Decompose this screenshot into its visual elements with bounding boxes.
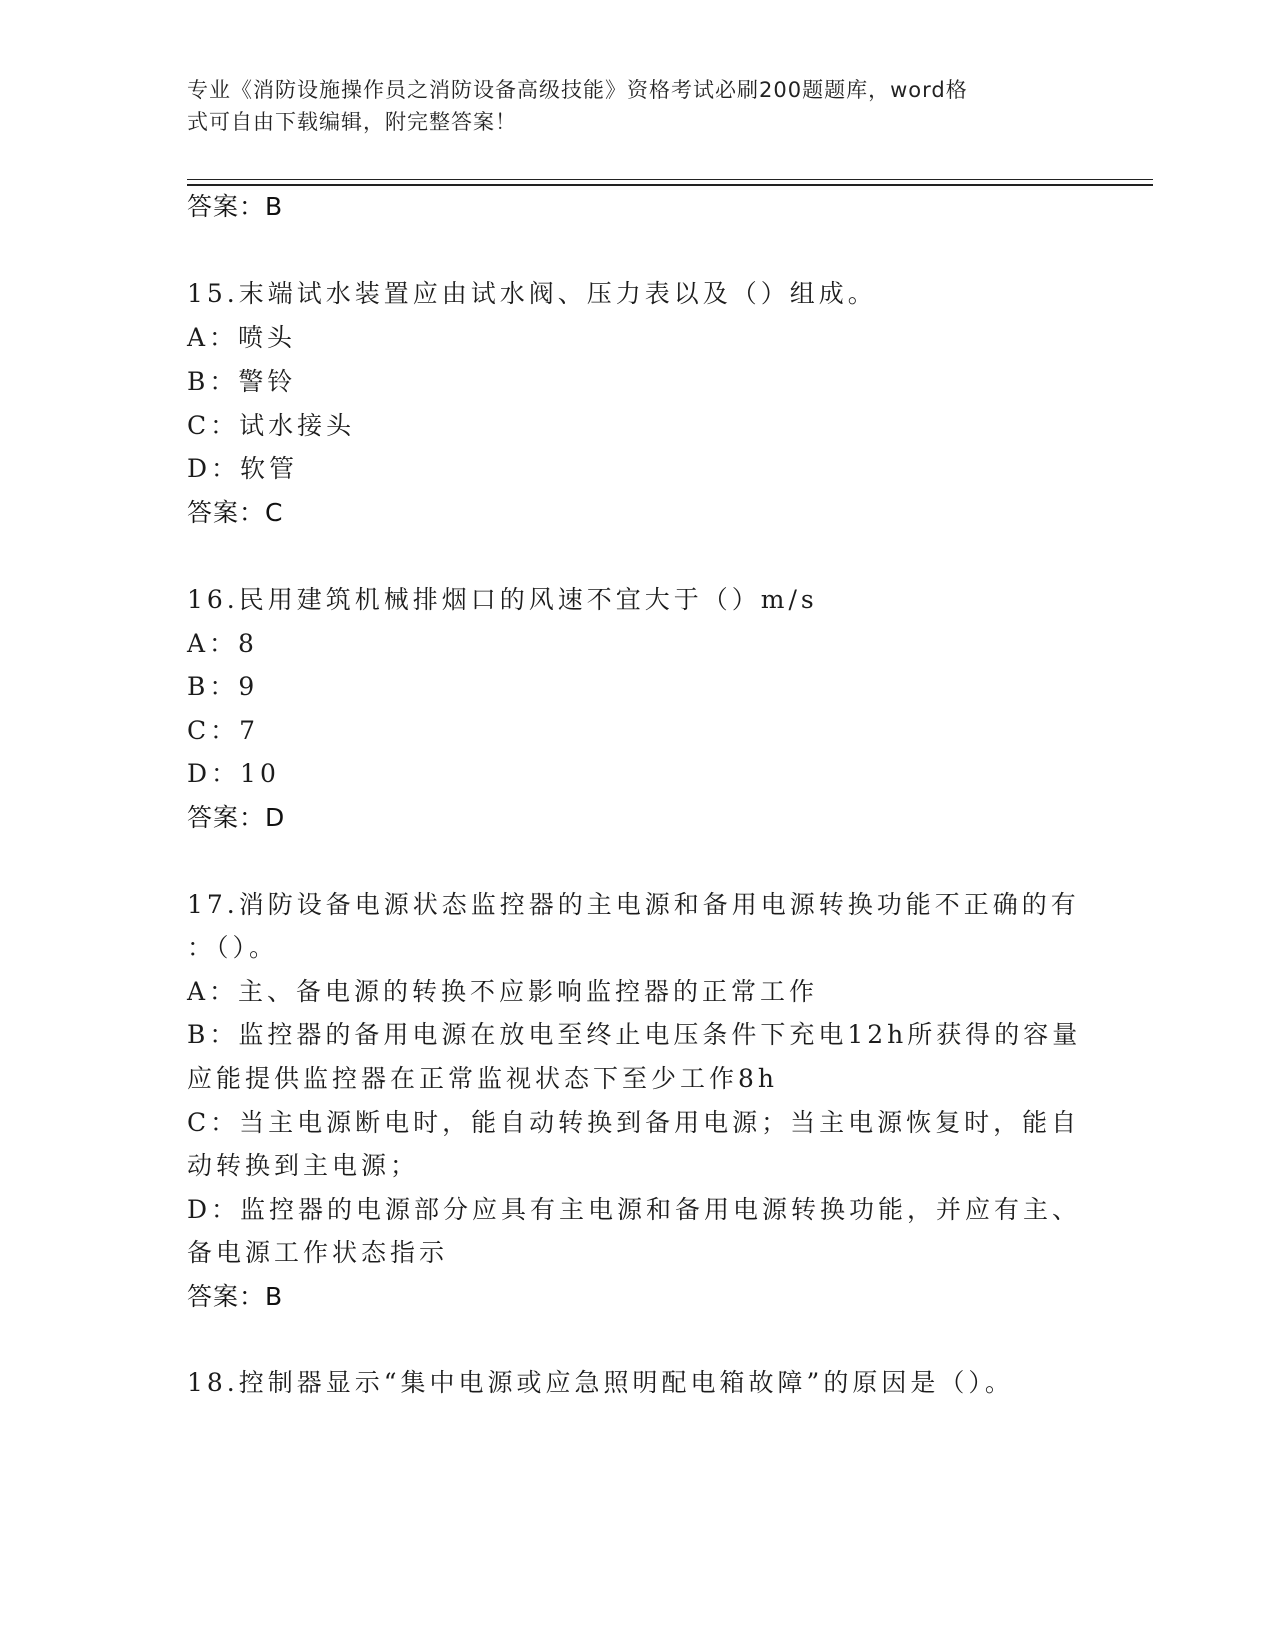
question-16-stem: 16.民用建筑机械排烟口的风速不宜大于（）m/s [187,585,818,614]
question-17-option-c-line-2: 动转换到主电源； [187,1151,420,1180]
question-17-stem-line-2: ：（）。 [187,933,279,962]
header-line-1: 专业《消防设施操作员之消防设备高级技能》资格考试必刷200题题库，word格 [187,78,968,102]
question-16-option-b: B：9 [187,672,259,701]
question-15-option-d: D：软管 [187,454,299,483]
question-16-option-d: D：10 [187,759,280,788]
question-15-option-c: C：试水接头 [187,411,356,440]
question-17-option-b-line-2: 应能提供监控器在正常监视状态下至少工作8h [187,1064,779,1093]
header-line-2: 式可自由下载编辑，附完整答案！ [187,110,517,134]
question-15-option-a: A：喷头 [187,323,297,352]
question-17-stem-line-1: 17.消防设备电源状态监控器的主电源和备用电源转换功能不正确的有 [187,890,1080,919]
answer-17: 答案：B [187,1282,284,1311]
header-divider-thin [187,179,1153,180]
question-16-option-a: A：8 [187,629,258,658]
answer-15: 答案：C [187,498,284,527]
question-17-option-c-line-1: C：当主电源断电时，能自动转换到备用电源；当主电源恢复时，能自 [187,1108,1081,1137]
question-17-option-d-line-1: D：监控器的电源部分应具有主电源和备用电源转换功能，并应有主、 [187,1195,1082,1224]
answer-16: 答案：D [187,803,286,832]
question-17-option-d-line-2: 备电源工作状态指示 [187,1238,449,1267]
question-15-stem: 15.末端试水装置应由试水阀、压力表以及（）组成。 [187,279,877,308]
header-divider-thick [187,184,1153,186]
question-17-option-a: A：主、备电源的转换不应影响监控器的正常工作 [187,977,819,1006]
question-16-option-c: C：7 [187,716,260,745]
question-15-option-b: B：警铃 [187,367,297,396]
question-17-option-b-line-1: B：监控器的备用电源在放电至终止电压条件下充电12h所获得的容量 [187,1020,1082,1049]
answer-14: 答案：B [187,192,284,221]
page-header [187,74,1067,138]
question-18-stem: 18.控制器显示“集中电源或应急照明配电箱故障”的原因是（）。 [187,1368,1014,1397]
